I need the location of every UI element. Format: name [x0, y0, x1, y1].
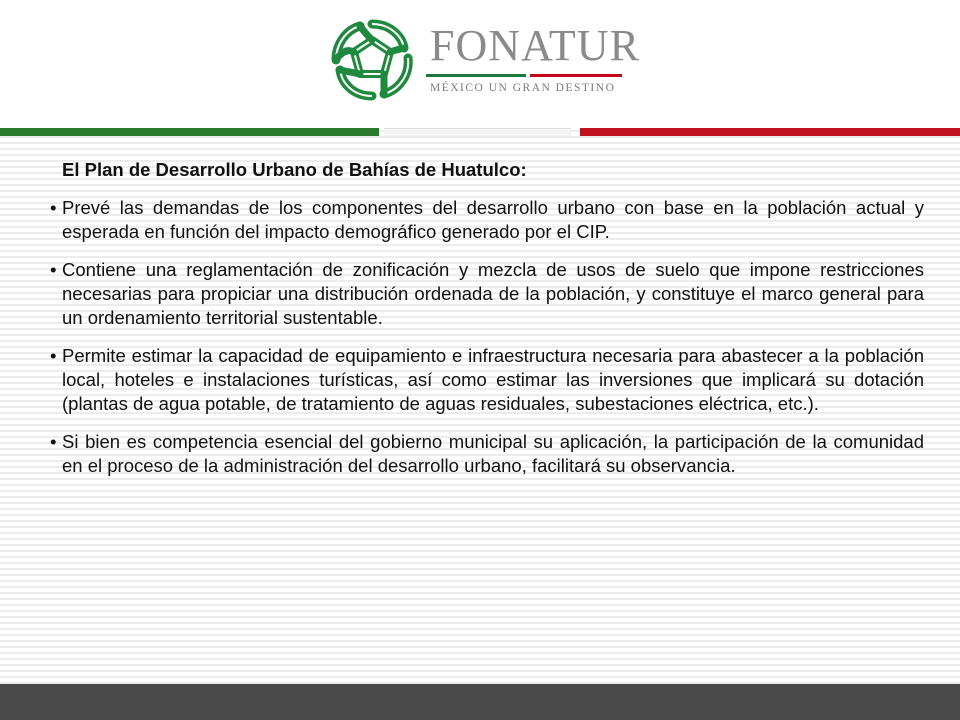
slide-title: El Plan de Desarrollo Urbano de Bahías de Huatulco:: [62, 159, 527, 180]
bullet-text: Contiene una reglamentación de zonificación y mezcla de usos de suelo que impone restricciones necesarias para propiciar una distribución ordenada de la población, y constituye el marco general para un ordenamiento territorial sustentable.: [62, 259, 924, 328]
slide-content: [50, 158, 924, 492]
bullet-text: Prevé las demandas de los componentes del desarrollo urbano con base en la población actual y esperada en función del impacto demográfico generado por el CIP.: [62, 197, 924, 242]
bullet-marker: •: [50, 259, 57, 280]
flag-divider-red: [580, 128, 960, 136]
brand-color-bar: [426, 74, 622, 77]
fonatur-knot-logo-icon: [330, 18, 414, 102]
bullet-item: [50, 196, 924, 244]
bullet-marker: •: [50, 197, 57, 218]
footer-bar: [0, 684, 960, 720]
flag-divider-white: [384, 128, 571, 136]
bullet-item: [50, 430, 924, 478]
brand-name: FONATUR: [430, 21, 640, 70]
brand-logo: [330, 18, 640, 108]
flag-divider-green: [0, 128, 379, 136]
flag-divider: [0, 128, 960, 136]
bullet-item: [50, 344, 924, 416]
bullet-marker: •: [50, 345, 57, 366]
bullet-text: Permite estimar la capacidad de equipamiento e infraestructura necesaria para abastecer a la población local, hoteles e instalaciones turísticas, así como estimar las inversiones que implicará su dotación (plantas de agua potable, de tratamiento de aguas residuales, subestaciones eléctrica, etc.).: [62, 345, 924, 414]
bullet-marker: •: [50, 431, 57, 452]
bullet-text: Si bien es competencia esencial del gobierno municipal su aplicación, la participación de la comunidad en el proceso de la administración del desarrollo urbano, facilitará su observancia.: [62, 431, 924, 476]
header: [0, 0, 960, 128]
brand-tagline: MÉXICO UN GRAN DESTINO: [430, 82, 616, 94]
brand-bar-green: [426, 74, 526, 77]
bullet-item: [50, 258, 924, 330]
brand-bar-red: [530, 74, 622, 77]
